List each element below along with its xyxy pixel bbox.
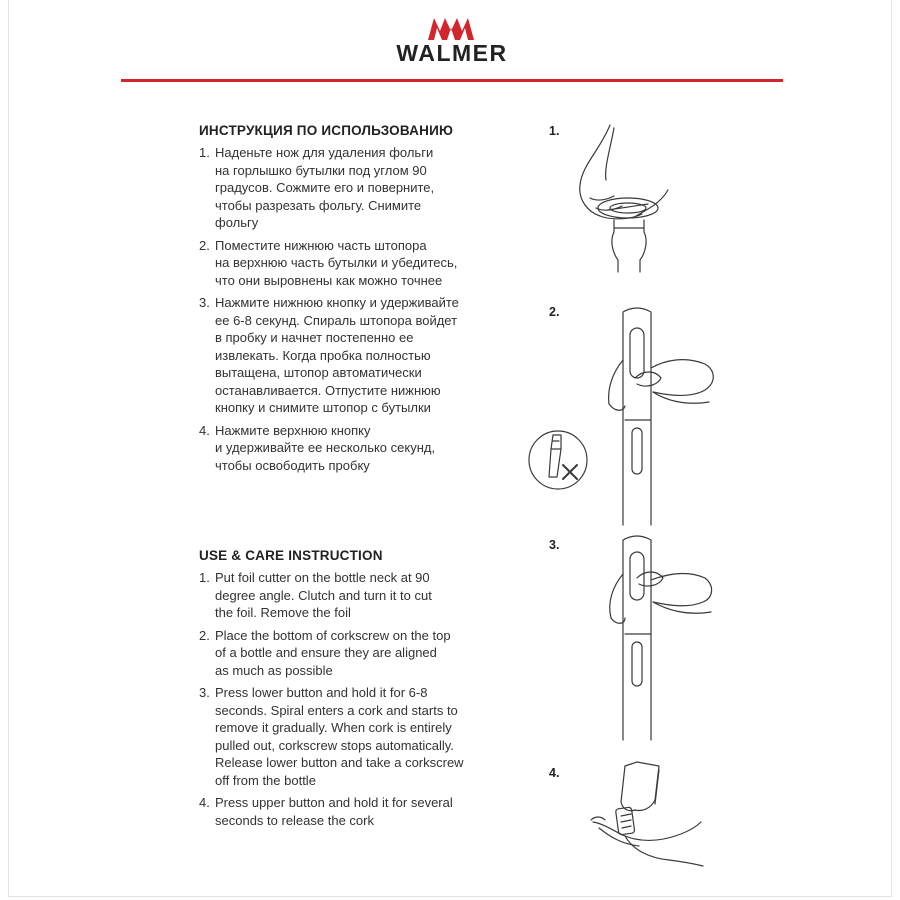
list-item: 2. Поместите нижнюю часть штопора на верхнюю часть бутылки и убедитесь, что они выровнены как можно точнее <box>199 237 458 288</box>
illustration-label-3: 3. <box>549 538 560 552</box>
hand-foil-cutter-on-bottle-illustration-icon <box>570 120 680 280</box>
steps-list-ru <box>199 144 509 474</box>
cork-release-into-hand-illustration-icon <box>585 760 705 880</box>
list-item: 4. Press upper button and hold it for several seconds to release the cork <box>199 795 453 828</box>
section-title-en: USE & CARE INSTRUCTION <box>199 548 383 563</box>
list-item: 3. Press lower button and hold it for 6-8 seconds. Spiral enters a cork and starts to remove it gradually. When cork is entirely pulled out, corkscrew stops automatically. Release lower button and take a corkscrew off from the bottle <box>199 685 464 788</box>
illustration-label-4: 4. <box>549 766 560 780</box>
hand-pressing-button-illustration-icon <box>595 530 725 745</box>
instructions-en <box>199 548 509 834</box>
header-divider <box>121 79 783 82</box>
list-item: 1. Put foil cutter on the bottle neck at 90 degree angle. Clutch and turn it to cut the foil. Remove the foil <box>199 570 432 620</box>
brand-name: WALMER <box>396 40 508 66</box>
list-item: 1. Наденьте нож для удаления фольги на горлышко бутылки под углом 90 градусов. Сожмите его и поверните, чтобы разрезать фольгу. Снимите фольгу <box>199 145 435 230</box>
double-m-mountain-logo-icon <box>428 18 474 40</box>
hand-pressing-lower-button-illustration-icon <box>595 300 725 530</box>
steps-list-en <box>199 569 509 829</box>
section-title-ru: ИНСТРУКЦИЯ ПО ИСПОЛЬЗОВАНИЮ <box>199 123 454 138</box>
illustration-label-2: 2. <box>549 305 560 319</box>
list-item: 2. Place the bottom of corkscrew on the top of a bottle and ensure they are aligned as much as possible <box>199 627 451 678</box>
illustration-label-1: 1. <box>549 124 560 138</box>
not-tilted-warning-icon <box>527 427 589 493</box>
list-item: 4. Нажмите верхнюю кнопку и удерживайте ее несколько секунд, чтобы освободить пробку <box>199 422 436 473</box>
list-item: 3. Нажмите нижнюю кнопку и удерживайте ее 6-8 секунд. Спираль штопора войдет в пробку и начнет постепенно ее извлекать. Когда пробка полностью вытащена, штопор автоматически останавливается. Отпустите нижнюю кнопку и снимите штопор с бутылки <box>199 295 459 415</box>
instructions-ru <box>199 123 509 479</box>
